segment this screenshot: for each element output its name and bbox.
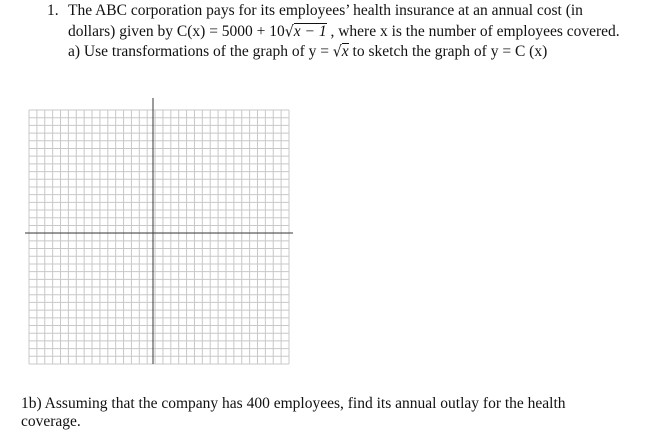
sqrt-expression — [285, 23, 327, 41]
question-line-2-start: dollars) given by C(x) = 5000 + 10 — [68, 23, 285, 40]
part-a-start: a) Use transformations of the graph of y = — [68, 43, 333, 60]
question-line-2-end: , where x is the number of employees covered. — [326, 23, 620, 40]
question-line-1: The ABC corporation pays for its employees’ health insurance at an annual cost (in — [68, 2, 583, 19]
radicand-x: x — [341, 43, 349, 60]
radical-sign-icon: √ — [284, 23, 294, 41]
part-b-text: 1b) Assuming that the company has 400 employees, find its annual outlay for the health coverage. — [21, 395, 566, 430]
sketch-grid[interactable] — [25, 98, 293, 368]
part-a-end: to sketch the graph of y = C (x) — [348, 43, 548, 60]
radical-sign-icon: √ — [332, 43, 342, 61]
radicand-x-minus-1: x − 1 — [293, 23, 327, 40]
question-number: 1. — [47, 2, 59, 19]
grid-canvas[interactable] — [25, 98, 293, 368]
question-line-2 — [68, 23, 620, 41]
part-a-line — [68, 43, 547, 61]
sqrt-x-expression — [333, 43, 349, 61]
